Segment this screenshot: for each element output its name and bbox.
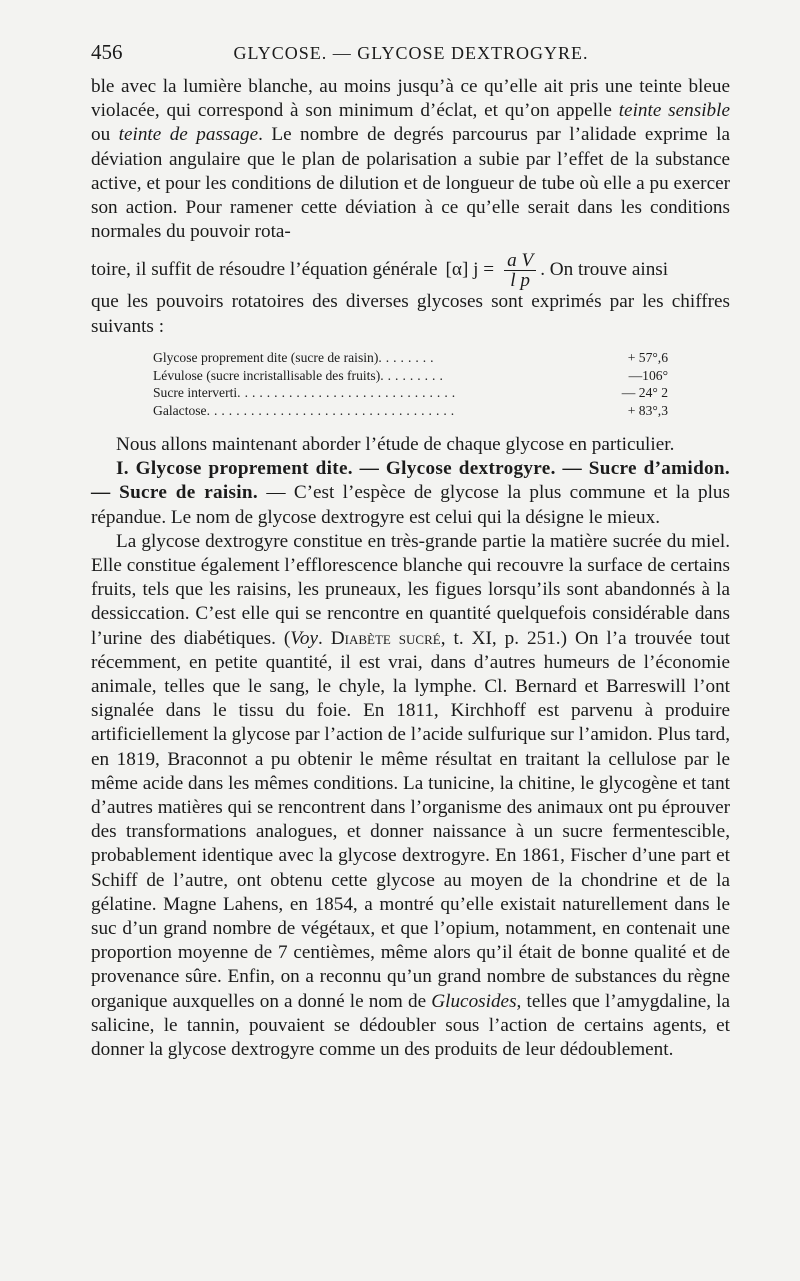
rotatory-value: — 24° 2: [621, 385, 668, 401]
running-title: GLYCOSE. — GLYCOSE DEXTROGYRE.: [233, 43, 589, 63]
rotatory-value: + 57°,6: [627, 349, 668, 365]
term-glucosides: Glucosides: [431, 990, 517, 1012]
body-text: [91, 75, 730, 1062]
equation-line: [91, 250, 730, 290]
substance-name: Lévulose (sucre incristallisable des fruits): [153, 367, 381, 383]
substance-name: Galactose: [153, 403, 207, 419]
paragraph-1-line-1: ble avec la lumière blanche, au moins jusqu’à ce qu’elle ait pris une teinte bleue violacée, qui correspond à son minimum d’éclat, et qu’on appelle: [91, 76, 730, 122]
paragraph-4-start: La glycose dextrogyre constitue en très-grande partie la matière sucrée du miel. Elle constitue également l’efflorescence blanche qui recouvre la surface de certains fruits, tels que les raisins, les pruneaux, les figues lorsqu’ils sont abandonnés à la dessiccation. C’est elle qui se rencontre en quantité quelquefois considérable dans l’urine des diabétiques. (: [91, 530, 730, 649]
running-head: [91, 40, 731, 68]
equation-after: . On trouve ainsi: [540, 259, 669, 281]
equation-lhs: [α] j =: [445, 259, 495, 281]
paragraph-1-continuation: . Le nombre de degrés parcourus par l’alidade exprime la déviation angulaire que le plan de polarisation a subie par l’effet de la substance active, et pour les conditions de dilution et de longueur de tube où elle a pu exercer son action. Pour ramener cette déviation à ce qu’elle serait dans les conditions normales du pouvoir rota-: [91, 124, 730, 243]
table-row: Sucre interverti.............................. — 24° 2: [153, 385, 668, 401]
substance-name: Sucre interverti: [153, 385, 238, 401]
rotatory-value: + 83°,3: [627, 403, 668, 419]
paragraph-4-middle: On l’a trouvée tout récemment, en petite quantité, il est vrai, dans d’autres humeurs de l’économie animale, telles que le sang, le chyle, la lymphe. Cl. Bernard et Barreswill l’ont signalée dans le tissu du foie. En 1811, Kirchhoff est parvenu à produire artificiellement la glycose par l’action de l’acide sulfurique sur l’amidon. Plus tard, en 1819, Braconnot a pu obtenir le même résultat en traitant la cellulose par le même acide dans les mêmes conditions. La tunicine, la chitine, le glycogène et tant d’autres matières qui se rencontrent dans l’organisme des animaux ont pu éprouver des transformations analogues, et donner naissance à un sucre fermentescible, probablement identique avec la glycose dextrogyre. En 1861, Fischer d’une part et Schiff de l’autre, ont obtenu cette glycose au moyen de la chondrine et de la gélatine. Magne Lahens, en 1854, a montré qu’elle existait naturellement dans le suc d’un grand nombre de végétaux, et que l’opium, notamment, en contenait une proportion moyenne de 7 centièmes, même alors qu’il était de bonne qualité et de provenance sûre. Enfin, on a reconnu qu’un grand nombre de substances du règne organique auxquelles on a donné le nom de: [91, 627, 731, 1012]
paragraph-1-end: que les pouvoirs rotatoires des diverses glycoses sont exprimés par les chiffres suivants :: [91, 291, 730, 337]
equation-numerator: a V: [504, 251, 536, 271]
equation-denominator: l p: [510, 269, 530, 291]
table-row: Glycose proprement dite (sucre de raisin)........ + 57°,6: [153, 349, 668, 365]
term-teinte-de-passage: teinte de passage: [118, 124, 259, 146]
section-paragraph: [91, 457, 730, 530]
reference-voy: Voy: [290, 627, 318, 649]
paragraph-4: [91, 530, 730, 1062]
equation-fraction: [504, 251, 536, 290]
table-row: Galactose.................................. + 83°,3: [153, 403, 668, 419]
equation-before: toire, il suffit de résoudre l’équation générale: [91, 259, 438, 281]
rotatory-power-table: [153, 349, 668, 420]
paragraph-2: Nous allons maintenant aborder l’étude de chaque glycose en particulier.: [116, 434, 675, 456]
table-row: Lévulose (sucre incristallisable des fruits)......... —106°: [153, 367, 668, 383]
word-ou: ou: [91, 124, 119, 146]
reference-diabete-sucre: . Diabète sucré: [317, 627, 441, 649]
substance-name: Glycose proprement dite (sucre de raisin): [153, 349, 379, 365]
page-number: 456: [91, 40, 123, 64]
paragraph-polarisation: [91, 75, 730, 244]
rotatory-value: —106°: [628, 367, 668, 383]
paragraph-4-end: , telles que l’amygdaline, la salicine, le tannin, pouvaient se dédoubler sous l’action de certains agents, et donner la glycose dextrogyre comme un des produits de leur dédoublement.: [91, 990, 730, 1061]
reference-volume: , t. XI, p. 251.): [440, 627, 567, 649]
term-teinte-sensible: teinte sensible: [618, 100, 730, 122]
section-text: — C’est l’espèce de glycose la plus commune et la plus répandue. Le nom de glycose dextrogyre est celui qui la désigne le mieux.: [91, 482, 730, 528]
section-heading: I. Glycose proprement dite. — Glycose dextrogyre. — Sucre d’amidon. — Sucre de raisin.: [91, 458, 730, 504]
